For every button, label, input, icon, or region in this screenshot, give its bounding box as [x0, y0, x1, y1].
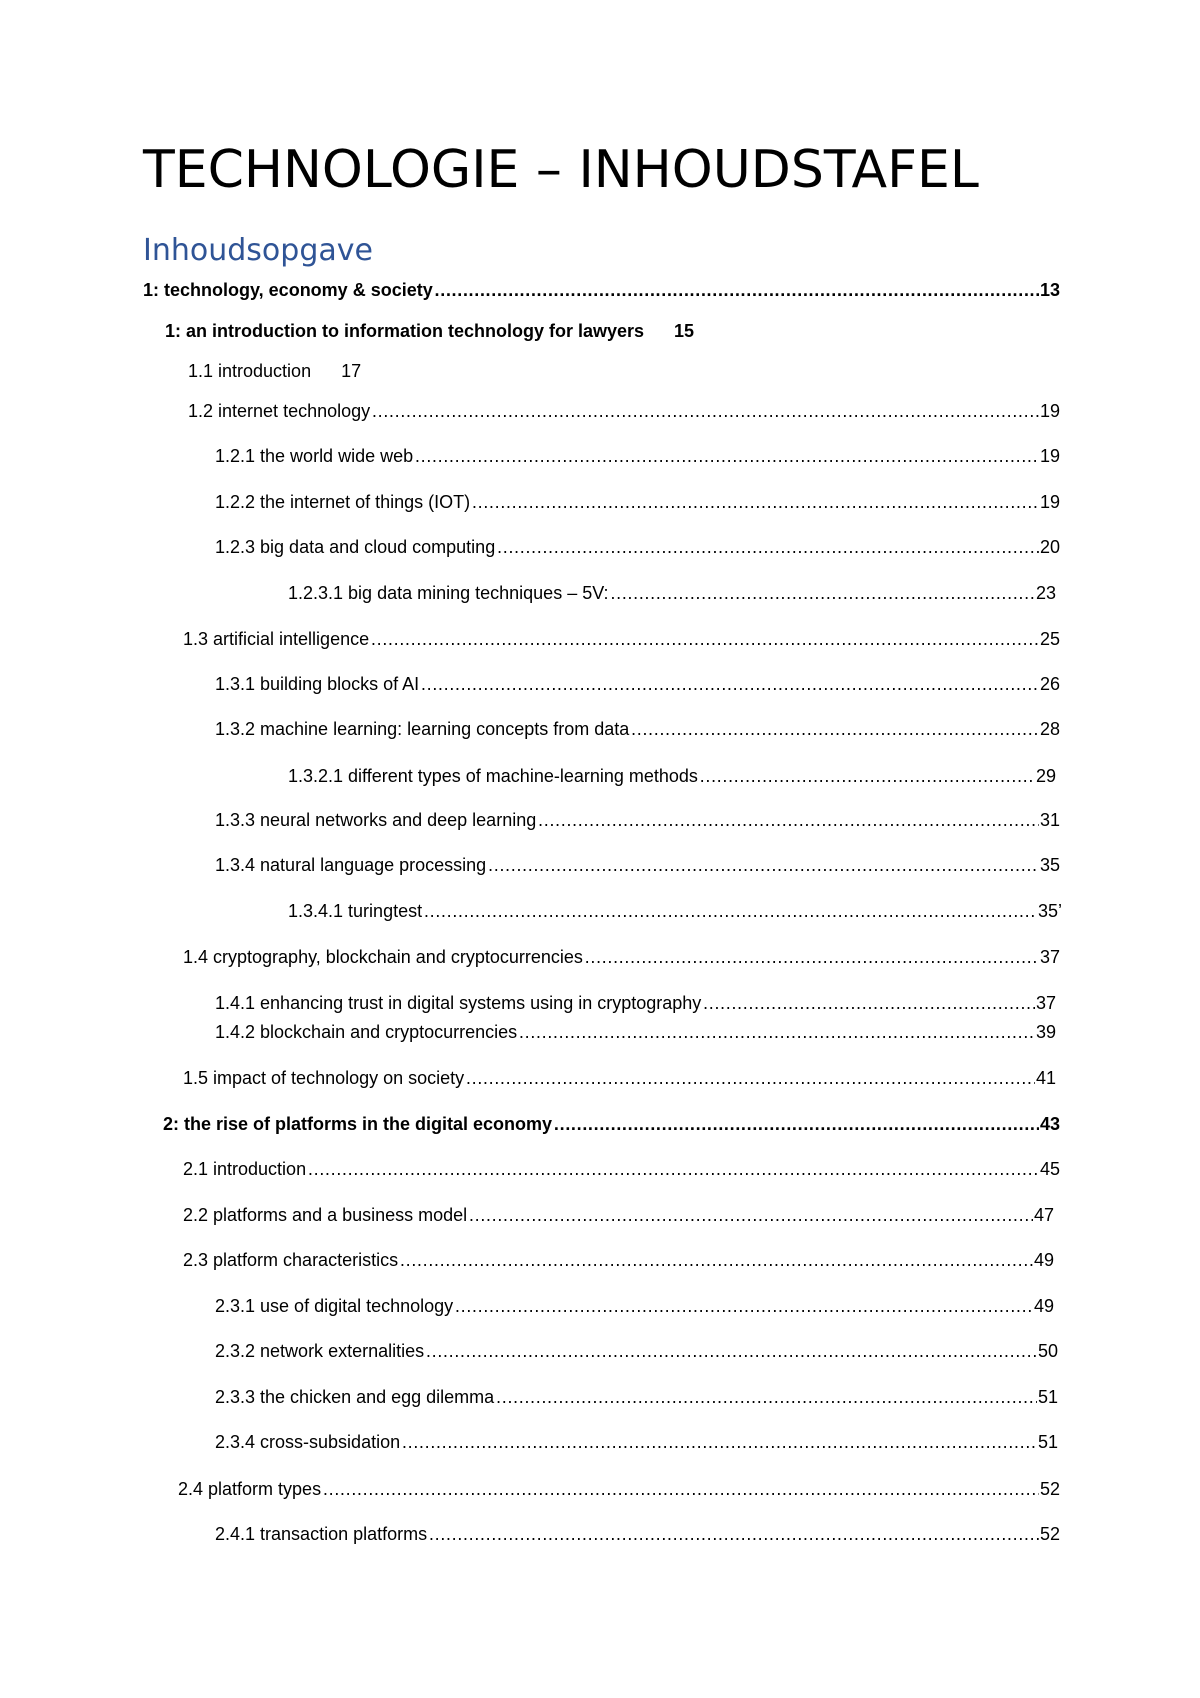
toc-dot-leader [425, 1338, 1037, 1364]
toc-dot-leader [307, 1156, 1039, 1182]
toc-dot-leader [401, 1429, 1037, 1455]
toc-entry-label: 1.3.1 building blocks of AI [215, 674, 420, 694]
toc-page-number: 29 [1035, 766, 1056, 786]
toc-dot-leader [553, 1111, 1039, 1137]
toc-entry-label: 1.2.3 big data and cloud computing [215, 537, 496, 557]
toc-page-number: 51 [1037, 1432, 1058, 1452]
toc-entry[interactable] [215, 807, 1060, 833]
toc-dot-leader [702, 990, 1035, 1016]
toc-page-number: 23 [1035, 583, 1056, 603]
toc-dot-leader [322, 1476, 1039, 1502]
toc-entry-label: 1.3.2.1 different types of machine-learning methods [288, 766, 698, 786]
toc-entry-label: 2.1 introduction [183, 1159, 307, 1179]
toc-page-number: 25 [1039, 629, 1060, 649]
toc-page-number: 31 [1039, 810, 1060, 830]
toc-entry-label: 1.4 cryptography, blockchain and cryptocurrencies [183, 947, 583, 967]
toc-entry-label: 2.3.1 use of digital technology [215, 1296, 454, 1316]
toc-dot-leader [423, 898, 1037, 924]
toc-dot-leader [495, 1384, 1037, 1410]
toc-dot-leader [399, 1247, 1033, 1273]
toc-page-number: 19 [1039, 401, 1060, 421]
toc-page-number: 35’ [1037, 901, 1062, 921]
toc-dot-leader [428, 1521, 1039, 1547]
toc-entry[interactable] [288, 763, 1056, 789]
toc-entry[interactable] [288, 580, 1056, 606]
toc-dot-leader [434, 277, 1039, 303]
toc-dot-leader [465, 1065, 1035, 1091]
toc-page-number: 19 [1039, 446, 1060, 466]
toc-entry[interactable] [183, 1156, 1060, 1182]
toc-entry-label: 2.4.1 transaction platforms [215, 1524, 428, 1544]
toc-page-number: 52 [1039, 1524, 1060, 1544]
toc-entry-label: 1.3.3 neural networks and deep learning [215, 810, 537, 830]
toc-entry[interactable] [215, 1384, 1058, 1410]
toc-heading: Inhoudsopgave [143, 233, 373, 268]
toc-entry[interactable] [215, 443, 1060, 469]
toc-page-number: 51 [1037, 1387, 1058, 1407]
toc-dot-leader [610, 580, 1035, 606]
toc-page-number: 45 [1039, 1159, 1060, 1179]
toc-entry[interactable] [183, 1202, 1054, 1228]
toc-page-number: 35 [1039, 855, 1060, 875]
toc-entry[interactable] [143, 277, 1060, 303]
toc-page-number: 52 [1039, 1479, 1060, 1499]
toc-dot-leader [370, 626, 1039, 652]
toc-entry[interactable] [163, 1111, 1060, 1137]
toc-entry-label: 1.2.3.1 big data mining techniques – 5V: [288, 583, 609, 603]
toc-entry[interactable] [288, 898, 1062, 924]
toc-entry-label: 2.3.3 the chicken and egg dilemma [215, 1387, 495, 1407]
toc-page-number: 43 [1039, 1114, 1060, 1134]
document-title: TECHNOLOGIE – INHOUDSTAFEL [143, 140, 979, 200]
toc-dot-leader [699, 763, 1035, 789]
toc-entry-label: 1.3 artificial intelligence [183, 629, 370, 649]
toc-page-number: 39 [1035, 1022, 1056, 1042]
toc-page-number: 47 [1033, 1205, 1054, 1225]
toc-dot-leader [630, 716, 1039, 742]
toc-dot-leader [496, 534, 1039, 560]
toc-dot-leader [454, 1293, 1033, 1319]
toc-entry-label: 2.3.4 cross-subsidation [215, 1432, 401, 1452]
toc-entry[interactable] [178, 1476, 1060, 1502]
toc-dot-leader [518, 1019, 1035, 1045]
toc-entry-label: 1.1 introduction [188, 361, 312, 381]
toc-entry-label: 1.4.2 blockchain and cryptocurrencies [215, 1022, 518, 1042]
toc-page-number: 37 [1039, 947, 1060, 967]
toc-page-number: 17 [341, 361, 362, 381]
toc-page-number: 13 [1039, 280, 1060, 300]
toc-page-number: 26 [1039, 674, 1060, 694]
toc-entry-label: 1.3.2 machine learning: learning concepts from data [215, 719, 630, 739]
toc-dot-leader [468, 1202, 1033, 1228]
toc-entry-label: 1: technology, economy & society [143, 280, 433, 300]
toc-entry[interactable] [215, 990, 1056, 1016]
toc-entry-label: 1.2.2 the internet of things (IOT) [215, 492, 471, 512]
toc-dot-leader [371, 398, 1039, 424]
toc-entry[interactable] [215, 1019, 1056, 1045]
toc-page-number: 37 [1035, 993, 1056, 1013]
toc-entry[interactable] [215, 1338, 1058, 1364]
toc-entry[interactable] [215, 852, 1060, 878]
toc-entry[interactable] [215, 671, 1060, 697]
toc-entry[interactable] [215, 489, 1060, 515]
toc-page-number: 15 [674, 321, 695, 341]
toc-page-number: 50 [1037, 1341, 1058, 1361]
toc-entry-label: 2.4 platform types [178, 1479, 322, 1499]
toc-entry[interactable] [215, 534, 1060, 560]
toc-dot-leader [537, 807, 1039, 833]
toc-entry[interactable] [215, 1293, 1054, 1319]
toc-entry-label: 2.2 platforms and a business model [183, 1205, 468, 1225]
toc-entry-label: 1.5 impact of technology on society [183, 1068, 465, 1088]
toc-entry[interactable] [215, 1429, 1058, 1455]
toc-page-number: 19 [1039, 492, 1060, 512]
toc-page-number: 49 [1033, 1250, 1054, 1270]
toc-dot-leader [471, 489, 1039, 515]
toc-entry-label: 2.3.2 network externalities [215, 1341, 425, 1361]
toc-page-number: 20 [1039, 537, 1060, 557]
toc-entry-label: 1.4.1 enhancing trust in digital systems using in cryptography [215, 993, 702, 1013]
toc-dot-leader [584, 944, 1039, 970]
toc-entry-label: 1.3.4.1 turingtest [288, 901, 423, 921]
toc-entry-label: 2.3 platform characteristics [183, 1250, 399, 1270]
toc-dot-leader [414, 443, 1039, 469]
toc-entry-label: 1.2.1 the world wide web [215, 446, 414, 466]
toc-dot-leader [487, 852, 1039, 878]
toc-entry[interactable] [188, 398, 1060, 424]
toc-entry[interactable] [183, 626, 1060, 652]
toc-entry-label: 1.3.4 natural language processing [215, 855, 487, 875]
toc-entry[interactable] [183, 1247, 1054, 1273]
toc-entry[interactable] [165, 318, 694, 344]
toc-entry-label: 1: an introduction to information technology for lawyers [165, 321, 645, 341]
toc-dot-leader [420, 671, 1039, 697]
toc-entry-label: 2: the rise of platforms in the digital economy [163, 1114, 553, 1134]
toc-entry[interactable] [215, 716, 1060, 742]
toc-entry[interactable] [183, 944, 1060, 970]
toc-entry[interactable] [183, 1065, 1056, 1091]
toc-page-number: 28 [1039, 719, 1060, 739]
toc-page-number: 41 [1035, 1068, 1056, 1088]
toc-entry-label: 1.2 internet technology [188, 401, 371, 421]
toc-page-number: 49 [1033, 1296, 1054, 1316]
toc-entry[interactable] [188, 358, 361, 384]
toc-entry[interactable] [215, 1521, 1060, 1547]
